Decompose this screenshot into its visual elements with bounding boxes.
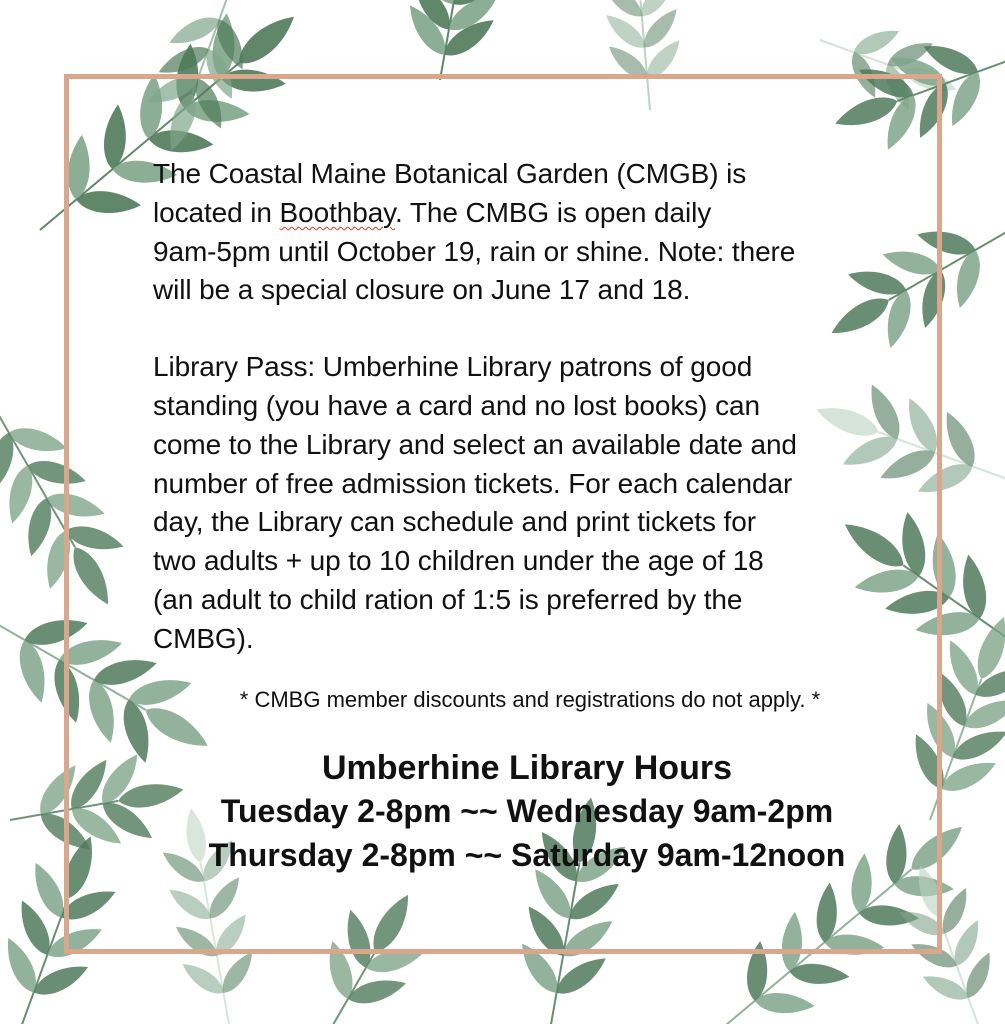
pass-line: Library Pass: Umberhine Library patrons of good [153, 351, 753, 383]
library-pass-paragraph [153, 348, 913, 658]
leaf-icon [950, 247, 985, 310]
intro-line-3: 9am-5pm until October 19, rain or shine. Note: there [153, 235, 796, 267]
pass-line: come to the Library and select an available date and [153, 428, 797, 460]
hours-line-1: Tuesday 2-8pm ~~ Wednesday 9am-2pm [220, 793, 834, 829]
library-hours-block [100, 747, 954, 877]
pass-line: day, the Library can schedule and print tickets for [153, 506, 756, 538]
garden-info-paragraph [153, 155, 913, 310]
leaf-icon [14, 637, 52, 705]
hours-title: Umberhine Library Hours [322, 749, 732, 787]
intro-line-2-suffix: . The CMBG is open daily [395, 196, 712, 228]
pass-line: (an adult to child ration of 1:5 is preferred by the [153, 583, 743, 615]
intro-line-2-prefix: located in [153, 196, 280, 228]
leaf-icon [960, 692, 1005, 735]
intro-line-4: will be a special closure on June 17 and 18. [153, 274, 691, 306]
place-name-misspelled: Boothbay [279, 196, 395, 228]
intro-line-1: The Coastal Maine Botanical Garden (CMGB) is [153, 158, 747, 189]
pass-line: number of free admission tickets. For each calendar [153, 467, 793, 499]
hours-line-2: Thursday 2-8pm ~~ Saturday 9am-12noon [208, 837, 846, 873]
leaf-icon [217, 947, 259, 997]
leaf-icon [345, 974, 408, 1009]
pass-line: CMBG). [153, 622, 254, 654]
member-discount-note: * CMBG member discounts and registrations do not apply. * [239, 687, 821, 712]
pass-line: standing (you have a card and no lost books) can [153, 389, 760, 421]
main-text-block [153, 155, 913, 659]
pass-line: two adults + up to 10 children under the age of 18 [153, 545, 764, 577]
leaf-icon [958, 553, 990, 621]
leaf-icon [6, 423, 69, 458]
